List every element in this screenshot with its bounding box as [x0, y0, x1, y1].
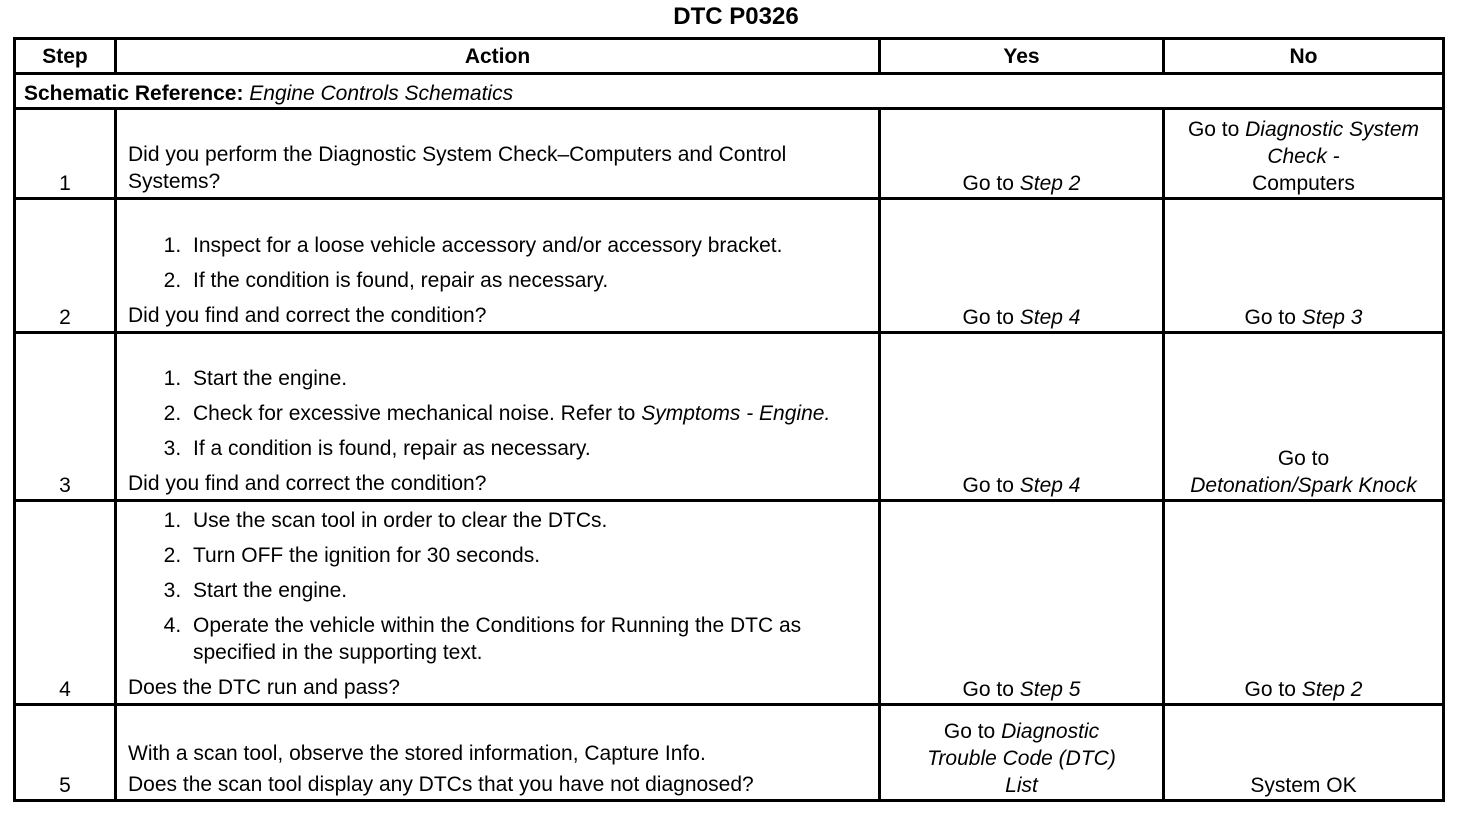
no-prefix: Go to [1187, 118, 1246, 141]
yes-cell [880, 501, 1164, 705]
schematic-row [15, 74, 1444, 109]
diagnostic-table [13, 37, 1445, 802]
no-prefix: Go to [1244, 678, 1302, 701]
action-item: 1. Start the engine. [187, 365, 870, 392]
action-list [125, 365, 870, 462]
step-number: 1 [15, 109, 116, 199]
yes-cell [880, 109, 1164, 199]
page-title: DTC P0326 [673, 3, 799, 30]
step-number: 4 [15, 501, 116, 705]
action-question: Does the scan tool display any DTCs that you have not diagnosed? [128, 773, 754, 796]
yes-prefix: Go to [962, 172, 1020, 195]
action-cell [116, 333, 880, 501]
no-link[interactable]: Step 3 [1301, 306, 1363, 329]
yes-link[interactable]: Diagnostic Trouble Code (DTC) List [927, 720, 1116, 797]
action-item: 4. Operate the vehicle within the Conditions for Running the DTC as specified in the supporting text. [187, 612, 870, 666]
no-cell [1164, 109, 1444, 199]
action-question: Did you find and correct the condition? [128, 472, 487, 495]
yes-prefix: Go to [962, 306, 1020, 329]
header-row [15, 39, 1444, 74]
action-item: 2. Check for excessive mechanical noise. Refer to Symptoms - Engine. [187, 400, 870, 427]
yes-prefix: Go to [962, 678, 1020, 701]
no-cell [1164, 333, 1444, 501]
header-no: No [1164, 39, 1444, 74]
no-prefix: Go to [1277, 447, 1330, 470]
step-number: 5 [15, 705, 116, 801]
no-cell [1164, 199, 1444, 333]
header-yes: Yes [880, 39, 1164, 74]
action-item: 3. If a condition is found, repair as necessary. [187, 435, 870, 462]
table-row [15, 109, 1444, 199]
action-cell [116, 705, 880, 801]
table-row [15, 705, 1444, 801]
action-cell [116, 501, 880, 705]
no-suffix: Computers [1252, 172, 1355, 195]
action-item: 1. Use the scan tool in order to clear the DTCs. [187, 507, 870, 534]
action-item: 2. If the condition is found, repair as necessary. [187, 267, 870, 294]
action-cell [116, 109, 880, 199]
yes-prefix: Go to [962, 474, 1020, 497]
table-row [15, 333, 1444, 501]
symptoms-link[interactable]: Symptoms - Engine. [641, 402, 831, 425]
action-item: 2. Turn OFF the ignition for 30 seconds. [187, 542, 870, 569]
action-statement: With a scan tool, observe the stored information, Capture Info. [128, 742, 706, 765]
action-item: 3. Start the engine. [187, 577, 870, 604]
schematic-reference [15, 74, 1444, 109]
header-step: Step [15, 39, 116, 74]
action-cell [116, 199, 880, 333]
action-list [125, 232, 870, 294]
no-link[interactable]: Detonation/Spark Knock [1190, 474, 1417, 497]
yes-link[interactable]: Step 4 [1019, 306, 1081, 329]
schematic-label: Schematic Reference: [24, 82, 244, 105]
action-question: Does the DTC run and pass? [128, 676, 400, 699]
header-action: Action [116, 39, 880, 74]
no-cell [1164, 501, 1444, 705]
yes-cell [880, 333, 1164, 501]
no-link[interactable]: Step 2 [1301, 678, 1363, 701]
yes-prefix: Go to [943, 720, 1002, 743]
yes-link[interactable]: Step 4 [1019, 474, 1081, 497]
no-cell: System OK [1164, 705, 1444, 801]
step-number: 2 [15, 199, 116, 333]
yes-link[interactable]: Step 5 [1019, 678, 1081, 701]
yes-link[interactable]: Step 2 [1019, 172, 1081, 195]
no-link[interactable]: Diagnostic System Check - [1245, 118, 1420, 168]
action-list [125, 507, 870, 666]
yes-cell [880, 705, 1164, 801]
step-number: 3 [15, 333, 116, 501]
no-prefix: Go to [1244, 306, 1302, 329]
table-row [15, 199, 1444, 333]
schematic-link[interactable]: Engine Controls Schematics [249, 82, 514, 105]
action-item: 1. Inspect for a loose vehicle accessory and/or accessory bracket. [187, 232, 870, 259]
yes-cell [880, 199, 1164, 333]
action-question: Did you find and correct the condition? [128, 304, 487, 327]
action-question: Did you perform the Diagnostic System Check–Computers and Control Systems? [128, 143, 787, 193]
table-row [15, 501, 1444, 705]
